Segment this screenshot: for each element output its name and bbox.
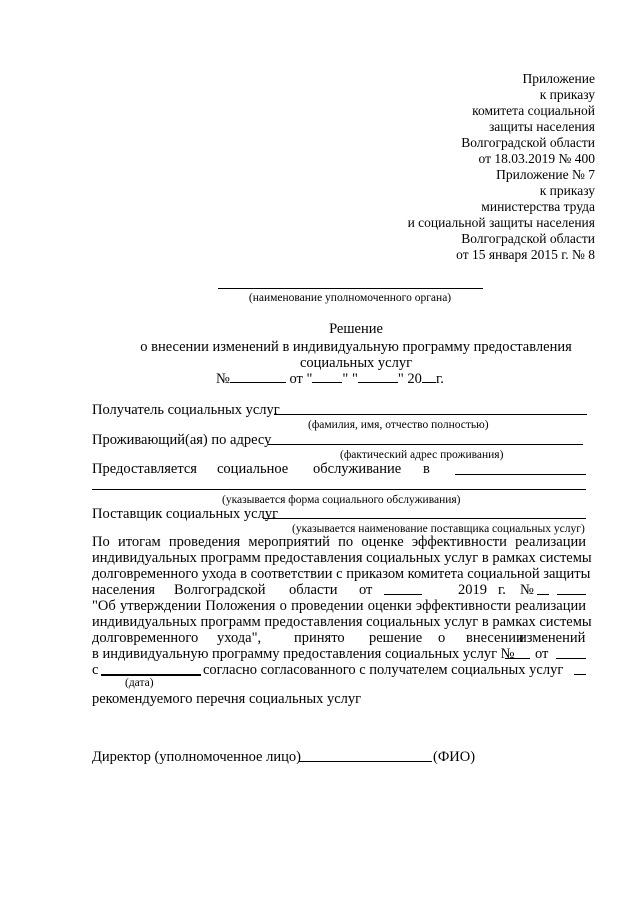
provider-caption: (указывается наименование поставщика социальных услуг) [292, 523, 585, 535]
service-word-4: в [423, 461, 430, 477]
body-line-7-g: изменений [519, 630, 586, 646]
quote-sep: " " [342, 371, 358, 387]
appendix-1-line-6: от 18.03.2019 № 400 [478, 151, 595, 166]
appendix-2-line-3: министерства труда [481, 199, 595, 214]
body-line-4-c: области [289, 582, 338, 598]
service-word-1: Предоставляется [92, 461, 197, 477]
body-line-3: долговременного ухода в соответствии с приказом комитета социальной защиты [92, 566, 591, 582]
doc-subtitle-1: о внесении изменений в индивидуальную программу предоставления [140, 339, 572, 355]
body-line-2: индивидуальных программ предоставления социальных услуг в рамках системы [92, 550, 592, 566]
body-line-7-e: о [438, 630, 446, 646]
body-line-7-c: принято [294, 630, 345, 646]
doc-number-line [216, 370, 444, 387]
body-line-4-f: г. [498, 582, 506, 598]
body-line-4-g: № [520, 582, 534, 598]
doc-title: Решение [329, 321, 383, 337]
body-line-7-f: внесении [466, 630, 524, 646]
address-caption: (фактический адрес проживания) [340, 449, 504, 461]
appendix-2-line-6: от 15 января 2015 г. № 8 [456, 247, 595, 262]
recipient-field[interactable] [274, 414, 587, 415]
signature-label: Директор (уполномоченное лицо) [92, 749, 301, 765]
signature-field[interactable] [299, 761, 432, 762]
provider-label: Поставщик социальных услуг [92, 506, 279, 522]
appendix-2-line-5: Волгоградской области [461, 231, 595, 246]
organ-name-field[interactable] [218, 288, 483, 289]
year-suffix: г. [435, 371, 444, 387]
date-caption: (дата) [125, 677, 154, 689]
body-line-1: По итогам проведения мероприятий по оценке эффективности реализации [92, 534, 586, 550]
service-word-3: обслуживание [313, 461, 402, 477]
appendix-1-line-1: Приложение [522, 71, 595, 86]
body-line-4-e: 2019 [458, 582, 487, 598]
appendix-1-line-3: комитета социальной [472, 103, 595, 118]
body-line-6: индивидуальных программ предоставления социальных услуг в рамках системы [92, 614, 592, 630]
body-line-8-b: от [535, 646, 549, 662]
appendix-2-line-4: и социальной защиты населения [407, 215, 595, 230]
body-line-4-d: от [359, 582, 373, 598]
appendix-1-line-2: к приказу [539, 87, 595, 102]
body-line-5: "Об утверждении Положения о проведении оценки эффективности реализации [92, 598, 586, 614]
body-line-9-a: с [92, 662, 99, 678]
number-sign: № [216, 371, 230, 387]
program-date-field[interactable] [556, 658, 586, 659]
body-line-7-d: решение [369, 630, 423, 646]
body-line-9-b: согласно согласованного с получателем социальных услуг [203, 662, 564, 678]
service-form-caption: (указывается форма социального обслуживания) [222, 494, 461, 506]
body-line-4-a: населения [92, 582, 156, 598]
day-field[interactable] [312, 370, 342, 383]
appendix-2-line-1: Приложение № 7 [496, 167, 595, 182]
provider-field[interactable] [263, 518, 586, 519]
order-number-field-1[interactable] [537, 594, 549, 595]
body-line-7-b: ухода", [217, 630, 262, 646]
organ-caption: (наименование уполномоченного органа) [248, 292, 452, 304]
body-line-9-tail-field[interactable] [574, 674, 586, 675]
appendix-2 [408, 167, 595, 263]
body-line-10: рекомендуемого перечня социальных услуг [92, 691, 362, 707]
doc-number-field[interactable] [230, 370, 286, 383]
order-number-field-2[interactable] [557, 594, 586, 595]
service-word-2: социальное [217, 461, 289, 477]
month-field[interactable] [358, 370, 398, 383]
order-date-field[interactable] [384, 594, 422, 595]
from-label: от " [289, 371, 313, 387]
body-line-4-b: Волгоградской [174, 582, 266, 598]
address-field[interactable] [268, 444, 583, 445]
doc-subtitle-2: социальных услуг [299, 355, 413, 371]
body-line-8-a: в индивидуальную программу предоставления социальных услуг № [92, 646, 515, 662]
address-label: Проживающий(ая) по адресу [92, 432, 272, 448]
year-prefix: " 20 [397, 371, 422, 387]
body-line-7-a: долговременного [92, 630, 199, 646]
recipient-caption: (фамилия, имя, отчество полностью) [308, 419, 489, 431]
service-form-field-2[interactable] [92, 489, 586, 490]
appendix-1-line-5: Волгоградской области [461, 135, 595, 150]
service-form-field-1[interactable] [455, 474, 586, 475]
signature-fio: (ФИО) [433, 749, 476, 765]
recipient-label: Получатель социальных услуг [92, 402, 280, 418]
appendix-2-line-2: к приказу [539, 183, 595, 198]
appendix-1-line-4: защиты населения [488, 119, 595, 134]
program-number-field[interactable] [505, 658, 530, 659]
appendix-1 [461, 71, 595, 167]
year-field[interactable] [422, 370, 436, 383]
